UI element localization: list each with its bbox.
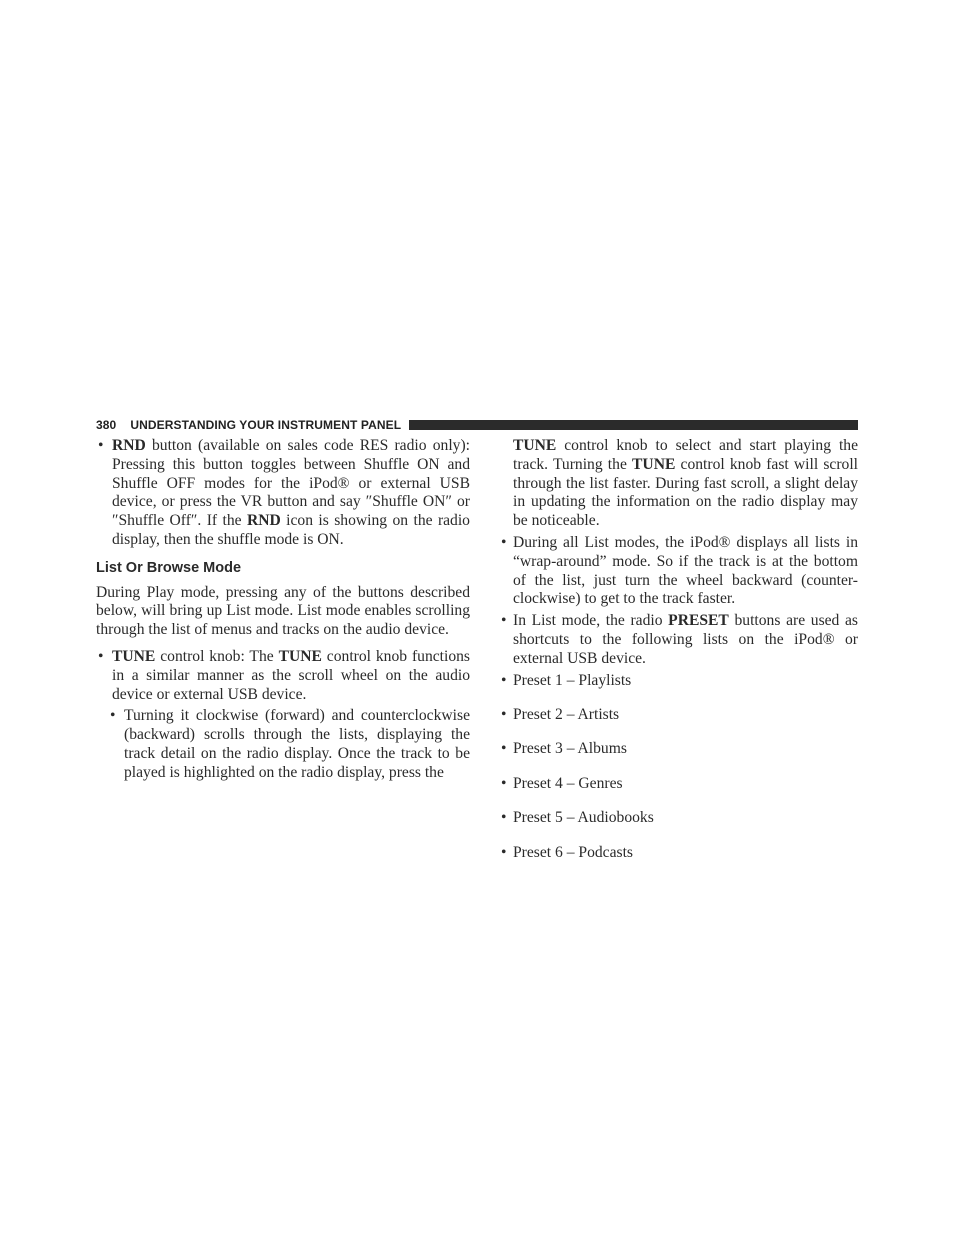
preset-label: PRESET [668, 612, 729, 630]
tune-label-4: TUNE [632, 455, 676, 473]
cont-text-2: control knob fast will scroll through the list faster. During fast scroll, a slight delay in updating the information on the radio display may be noticeable. [513, 455, 858, 530]
tune-continuation [484, 437, 858, 531]
preset-text-1: In List mode, the radio [513, 612, 669, 630]
preset-list-item: • Preset 3 – Albums [484, 740, 858, 759]
wrap-around-bullet: • During all List modes, the iPod® displays all lists in “wrap-around” mode. So if the track is at the bottom of the list, just turn the wheel backward (counter-clockwise) to get to the track faster. [484, 534, 858, 609]
preset-bullet [484, 612, 858, 668]
page-header [96, 416, 858, 434]
section-title: UNDERSTANDING YOUR INSTRUMENT PANEL [130, 418, 402, 432]
tune-text-2: control knob functions in a similar manner as the scroll wheel on the audio device or external USB device. [112, 647, 470, 703]
preset-list-item: • Preset 1 – Playlists [484, 672, 858, 691]
tune-bullet [96, 648, 470, 704]
left-column [96, 437, 470, 783]
cont-text-1: control knob to select and start playing the track. Turning the [513, 437, 858, 473]
preset-list-item: • Preset 2 – Artists [484, 706, 858, 725]
preset-text-2: buttons are used as shortcuts to the following lists on the iPod® or external USB device. [513, 612, 859, 667]
rnd-bullet [96, 437, 470, 550]
tune-label-3: TUNE [513, 437, 557, 454]
tune-text-1: control knob: The [155, 647, 279, 665]
preset-list-item: • Preset 4 – Genres [484, 775, 858, 794]
rnd-label: RND [112, 437, 146, 454]
intro-paragraph: During Play mode, pressing any of the buttons described below, will bring up List mode. List mode enables scrolling through the list of menus and tracks on the audio device. [96, 583, 470, 639]
turning-subbullet: • Turning it clockwise (forward) and counterclockwise (backward) scrolls through the lists, displaying the track detail on the radio display. Once the track to be played is highlighted on the radio display, press the [108, 707, 470, 782]
page-number: 380 [96, 418, 117, 432]
tune-label: TUNE [112, 647, 156, 665]
preset-list-item: • Preset 5 – Audiobooks [484, 809, 858, 828]
tune-label-2: TUNE [278, 647, 322, 665]
preset-list-item: • Preset 6 – Podcasts [484, 844, 858, 863]
right-column [484, 437, 858, 878]
section-heading: List Or Browse Mode [96, 559, 242, 576]
rnd-text-2: icon is showing on the radio display, then the shuffle mode is ON. [112, 512, 470, 548]
header-rule [409, 420, 858, 430]
rnd-text-1: button (available on sales code RES radio only): Pressing this button toggles between Shuffle ON and Shuffle OFF modes for the iPod® or external USB device, or press the VR button and say ″Shuffle ON″ or ″Shuffle Off″. If the [112, 437, 470, 530]
rnd-label-2: RND [246, 512, 281, 530]
